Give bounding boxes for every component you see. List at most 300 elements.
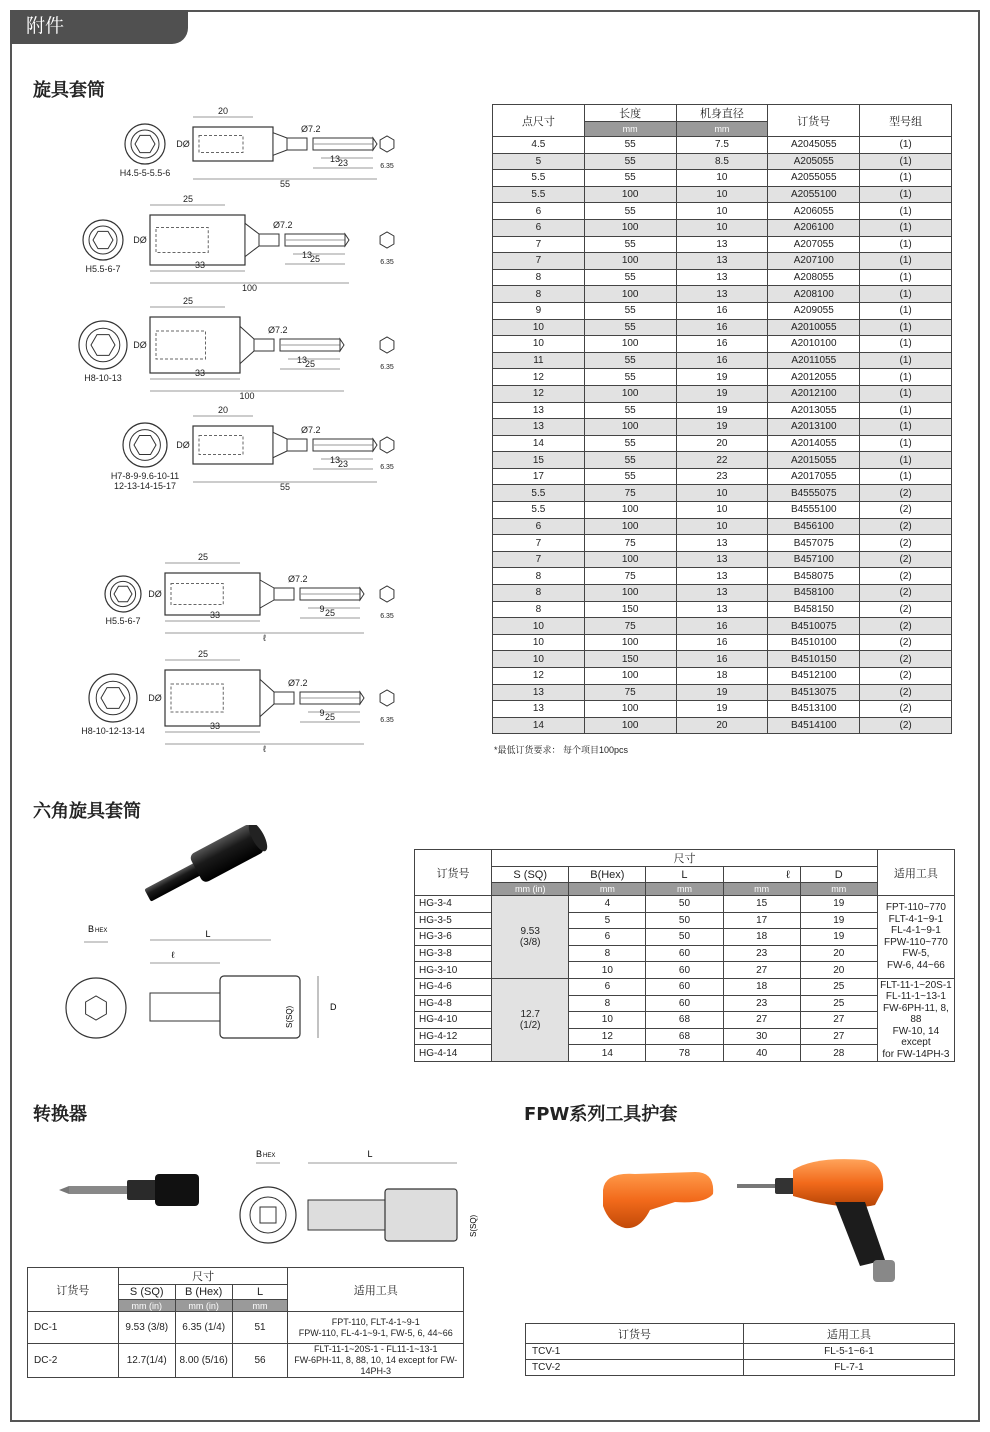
table-cell: A206100 xyxy=(768,219,860,236)
table-cell: 12 xyxy=(569,1028,646,1045)
socket-label: H5.5-6-7 xyxy=(105,616,141,626)
table-cell: 50 xyxy=(646,896,723,913)
sq-cell xyxy=(492,978,569,1061)
table-cell: 12 xyxy=(493,668,585,685)
dim-c-label: 33 xyxy=(194,368,206,378)
order-no-cell: HG-4-6 xyxy=(415,978,492,995)
table-row xyxy=(493,336,952,353)
diameter-label: DØ xyxy=(148,589,162,599)
table-cell: 100 xyxy=(584,336,676,353)
col-header-sq: S (SQ) xyxy=(492,867,569,883)
dim-total-label: 100 xyxy=(239,391,255,401)
tools-line: FW-5, xyxy=(902,948,930,960)
hex-cell: 6.35 (1/4) xyxy=(175,1312,232,1344)
tools-line: FPT-110~770 xyxy=(885,902,946,914)
table-row xyxy=(493,286,952,303)
hex-size-label: 6.35 xyxy=(380,163,394,170)
order-no-cell: HG-3-6 xyxy=(415,929,492,946)
table-cell: 10 xyxy=(493,618,585,635)
table-cell: 18 xyxy=(723,978,800,995)
dim-b-label: 25 xyxy=(324,608,336,618)
table-cell: 60 xyxy=(646,978,723,995)
socket-body xyxy=(150,317,240,373)
table-cell: B4510100 xyxy=(768,634,860,651)
order-no-cell: DC-1 xyxy=(28,1312,119,1344)
socket-hex-opening xyxy=(114,586,132,602)
l-label: L xyxy=(205,929,211,939)
table-cell: 75 xyxy=(584,618,676,635)
order-no-cell: HG-3-5 xyxy=(415,912,492,929)
table-row xyxy=(493,269,952,286)
hex-end-view xyxy=(380,232,394,248)
table-cell: 60 xyxy=(646,945,723,962)
table-cell: A207100 xyxy=(768,253,860,270)
table-cell: (1) xyxy=(860,336,952,353)
diameter-label: DØ xyxy=(176,139,190,149)
adapter-drawing xyxy=(230,1145,490,1245)
table-row xyxy=(493,170,952,187)
table-cell: B456100 xyxy=(768,518,860,535)
order-no-cell: HG-4-10 xyxy=(415,1012,492,1029)
table-cell: 20 xyxy=(800,945,877,962)
table-cell: 28 xyxy=(800,1045,877,1062)
table-cell: (1) xyxy=(860,468,952,485)
dim-top-label: 25 xyxy=(182,296,194,306)
table-cell: 7.5 xyxy=(676,137,768,154)
table-row xyxy=(493,302,952,319)
table-cell: B4510150 xyxy=(768,651,860,668)
table-cell: 19 xyxy=(676,369,768,386)
table-cell: A2014055 xyxy=(768,435,860,452)
tools-line: FL-4-1~9-1 xyxy=(891,925,941,937)
shank-front xyxy=(274,692,294,704)
tool-cover-table xyxy=(525,1323,955,1376)
table-cell: 27 xyxy=(723,962,800,979)
tools-line: for FW-14PH-3 xyxy=(882,1048,950,1060)
shank-front xyxy=(287,439,307,451)
col-header-l: L xyxy=(646,867,723,883)
order-no-cell: HG-4-8 xyxy=(415,995,492,1012)
table-cell: 5.5 xyxy=(493,485,585,502)
unit: mm (in) xyxy=(118,1300,175,1312)
shank-tip xyxy=(360,692,364,704)
col-header-tools: 适用工具 xyxy=(877,850,954,896)
l-label: L xyxy=(367,1149,373,1159)
table-row xyxy=(526,1344,955,1360)
table-cell: 55 xyxy=(584,170,676,187)
table-cell: 19 xyxy=(676,701,768,718)
dim-a-label: 9 xyxy=(319,708,325,718)
table-cell: (1) xyxy=(860,236,952,253)
dim-c-label: 33 xyxy=(209,610,221,620)
tools-line: FPW-110~770 xyxy=(884,936,948,948)
table-cell: 68 xyxy=(646,1012,723,1029)
table-cell: 6 xyxy=(569,929,646,946)
col-header-d: D xyxy=(800,867,877,883)
table-cell: 10 xyxy=(493,651,585,668)
table-cell: B458150 xyxy=(768,601,860,618)
table-row xyxy=(493,203,952,220)
table-cell: A2013100 xyxy=(768,419,860,436)
table-cell: 13 xyxy=(493,419,585,436)
hex-size-label: 6.35 xyxy=(380,613,394,620)
table-cell: 6 xyxy=(493,219,585,236)
table-cell: 68 xyxy=(646,1028,723,1045)
table-cell: 17 xyxy=(493,468,585,485)
table-cell: (1) xyxy=(860,302,952,319)
table-cell: 10 xyxy=(569,1012,646,1029)
table-cell: 8 xyxy=(569,945,646,962)
table-cell: 9 xyxy=(493,302,585,319)
hex-size-label: 6.35 xyxy=(380,259,394,266)
table-cell: A2055055 xyxy=(768,170,860,187)
adapter-end-view xyxy=(240,1187,296,1243)
unit: mm xyxy=(569,883,646,896)
dim-total-label: 55 xyxy=(279,179,291,189)
table-cell: B4512100 xyxy=(768,668,860,685)
sq-cell: 9.53 (3/8) xyxy=(118,1312,175,1344)
table-cell: 100 xyxy=(584,634,676,651)
tools-line: FW-6, 44~66 xyxy=(886,959,945,971)
table-cell: 60 xyxy=(646,962,723,979)
table-cell: B4510075 xyxy=(768,618,860,635)
tools-line: FLT-11-1~20S-1 xyxy=(880,979,952,991)
dim-total-label: ℓ xyxy=(263,744,266,754)
table-cell: 7 xyxy=(493,535,585,552)
table-cell: 100 xyxy=(584,286,676,303)
table-cell: B458075 xyxy=(768,568,860,585)
table-cell: 100 xyxy=(584,419,676,436)
sq-line: 12.7 xyxy=(520,1008,540,1020)
order-no-cell: TCV-2 xyxy=(526,1360,744,1376)
order-no-cell: HG-4-14 xyxy=(415,1045,492,1062)
socket-label: H8-10-12-13-14 xyxy=(81,726,145,736)
table-cell: (1) xyxy=(860,319,952,336)
table-row xyxy=(28,1312,464,1344)
d-label: D xyxy=(330,1002,337,1012)
table-cell: (2) xyxy=(860,651,952,668)
min-order-note: *最低订货要求： 每个项目100pcs xyxy=(494,745,629,755)
socket-label: H8-10-13 xyxy=(84,373,122,383)
dim-b-label: 25 xyxy=(304,359,316,369)
tools-cell xyxy=(288,1312,464,1344)
table-cell: (2) xyxy=(860,618,952,635)
diameter-label: DØ xyxy=(148,693,162,703)
table-row xyxy=(493,535,952,552)
diameter-label: DØ xyxy=(176,440,190,450)
table-cell: (2) xyxy=(860,485,952,502)
socket-body xyxy=(193,426,273,464)
table-cell: (2) xyxy=(860,601,952,618)
table-row xyxy=(493,137,952,154)
table-cell: 55 xyxy=(584,236,676,253)
section-title-bit-sockets: 旋具套筒 xyxy=(33,80,105,101)
adapter-table xyxy=(27,1267,464,1378)
table-cell: (2) xyxy=(860,585,952,602)
socket-neck xyxy=(245,223,259,256)
hex-socket-photo xyxy=(130,825,280,905)
table-cell: 13 xyxy=(676,253,768,270)
table-row xyxy=(493,684,952,701)
table-cell: 16 xyxy=(676,651,768,668)
table-row xyxy=(493,568,952,585)
table-cell: (2) xyxy=(860,551,952,568)
table-cell: A2011055 xyxy=(768,352,860,369)
table-cell: 6 xyxy=(493,203,585,220)
unit: mm xyxy=(232,1300,288,1312)
bit-socket-table xyxy=(492,104,952,734)
unit: mm xyxy=(646,883,723,896)
pulse-tool-photo xyxy=(735,1150,910,1295)
table-cell: (2) xyxy=(860,668,952,685)
unit: mm (in) xyxy=(175,1300,232,1312)
hex-size-label: 6.35 xyxy=(380,364,394,371)
table-cell: 13 xyxy=(676,585,768,602)
table-cell: 13 xyxy=(493,402,585,419)
table-cell: 10 xyxy=(676,485,768,502)
col-header-tools: 适用工具 xyxy=(288,1268,464,1312)
table-cell: (1) xyxy=(860,186,952,203)
table-cell: 55 xyxy=(584,203,676,220)
table-row xyxy=(526,1360,955,1376)
table-cell: 27 xyxy=(723,1012,800,1029)
table-cell: 19 xyxy=(800,896,877,913)
table-cell: A2010100 xyxy=(768,336,860,353)
table-cell: 100 xyxy=(584,219,676,236)
table-cell: A208055 xyxy=(768,269,860,286)
col-header-order-no: 订货号 xyxy=(28,1268,119,1312)
hex-bit-side xyxy=(150,993,220,1021)
table-cell: 6 xyxy=(493,518,585,535)
table-cell: (1) xyxy=(860,286,952,303)
table-cell: 19 xyxy=(676,402,768,419)
hex-end-view xyxy=(380,136,394,152)
table-cell: 5.5 xyxy=(493,502,585,519)
dim-c-label: 33 xyxy=(209,721,221,731)
table-cell: 10 xyxy=(676,502,768,519)
table-cell: 13 xyxy=(493,684,585,701)
table-cell: 15 xyxy=(493,452,585,469)
table-cell: 10 xyxy=(569,962,646,979)
table-cell: (1) xyxy=(860,170,952,187)
tools-line: FW-6PH-11, 8, 88 xyxy=(883,1002,949,1026)
table-cell: 100 xyxy=(584,585,676,602)
table-cell: 13 xyxy=(676,551,768,568)
table-cell: 5.5 xyxy=(493,170,585,187)
table-cell: 75 xyxy=(584,684,676,701)
table-cell: 23 xyxy=(723,945,800,962)
tools-cell: FL-5-1~6-1 xyxy=(744,1344,955,1360)
hex-socket-drawing xyxy=(38,920,338,1050)
table-cell: 55 xyxy=(584,302,676,319)
table-cell: (1) xyxy=(860,253,952,270)
adapter-hex-section xyxy=(308,1200,388,1230)
table-cell: 55 xyxy=(584,435,676,452)
socket-body xyxy=(193,127,273,161)
table-cell: 20 xyxy=(676,435,768,452)
hex-cell: 8.00 (5/16) xyxy=(175,1344,232,1378)
table-row xyxy=(493,485,952,502)
table-cell: 10 xyxy=(493,634,585,651)
table-cell: 22 xyxy=(676,452,768,469)
table-cell: 10 xyxy=(676,203,768,220)
sq-label: S(SQ) xyxy=(285,1005,294,1028)
table-cell: 16 xyxy=(676,319,768,336)
table-cell: 4.5 xyxy=(493,137,585,154)
col-header-hex: B(Hex) xyxy=(569,867,646,883)
shank-diameter-label: Ø7.2 xyxy=(288,574,308,584)
table-cell: (2) xyxy=(860,717,952,734)
shank-diameter-label: Ø7.2 xyxy=(301,124,321,134)
table-cell: 5.5 xyxy=(493,186,585,203)
dim-b-label: 23 xyxy=(337,158,349,168)
order-no-cell: DC-2 xyxy=(28,1344,119,1378)
table-cell: 13 xyxy=(676,535,768,552)
unit: mm xyxy=(723,883,800,896)
table-row xyxy=(493,352,952,369)
tools-line: FPW-110, FL-4-1~9-1, FW-5, 6, 44~66 xyxy=(298,1327,453,1338)
shank-diameter-label: Ø7.2 xyxy=(288,678,308,688)
table-cell: 55 xyxy=(584,402,676,419)
hex-end-view xyxy=(380,690,394,706)
sq-line: 9.53 xyxy=(520,925,540,937)
table-cell: A205055 xyxy=(768,153,860,170)
table-cell: 20 xyxy=(800,962,877,979)
table-cell: A2045055 xyxy=(768,137,860,154)
bit-socket-drawings xyxy=(75,100,415,760)
table-cell: 14 xyxy=(493,435,585,452)
table-cell: 23 xyxy=(676,468,768,485)
col-header-body-diameter: 机身直径 xyxy=(676,105,768,122)
tools-cell xyxy=(877,978,954,1061)
socket-neck xyxy=(260,679,274,716)
table-cell: 19 xyxy=(676,419,768,436)
socket-hex-opening xyxy=(91,335,115,356)
table-cell: 8 xyxy=(493,269,585,286)
table-cell: 19 xyxy=(800,912,877,929)
table-cell: (2) xyxy=(860,518,952,535)
table-cell: 18 xyxy=(676,668,768,685)
l-cell: 51 xyxy=(232,1312,288,1344)
table-row xyxy=(493,585,952,602)
table-cell: A2010055 xyxy=(768,319,860,336)
socket-neck xyxy=(273,432,287,457)
table-cell: 100 xyxy=(584,551,676,568)
dim-top-label: 25 xyxy=(197,552,209,562)
table-cell: 15 xyxy=(723,896,800,913)
socket-label: H5.5-6-7 xyxy=(85,264,121,274)
dim-top-label: 20 xyxy=(217,106,229,116)
table-cell: 13 xyxy=(493,701,585,718)
table-cell: 50 xyxy=(646,912,723,929)
table-cell: 50 xyxy=(646,929,723,946)
table-cell: 75 xyxy=(584,485,676,502)
shank-tip xyxy=(345,234,349,246)
sq-cell xyxy=(492,896,569,979)
dim-a-label: 13 xyxy=(329,154,341,164)
hex-size-label: 6.35 xyxy=(380,464,394,471)
tool-cover-photo xyxy=(595,1150,725,1240)
socket-label: H4.5-5-5.5-6 xyxy=(119,168,171,178)
table-cell: 40 xyxy=(723,1045,800,1062)
table-cell: 55 xyxy=(584,153,676,170)
socket-neck xyxy=(240,326,254,363)
table-row xyxy=(493,468,952,485)
section-title-adapter: 转换器 xyxy=(33,1104,87,1125)
table-cell: 100 xyxy=(584,701,676,718)
table-cell: 16 xyxy=(676,352,768,369)
col-header-hex: B (Hex) xyxy=(175,1285,232,1300)
table-row xyxy=(493,385,952,402)
bhex-sub-label: HEX xyxy=(95,928,108,934)
table-cell: 150 xyxy=(584,651,676,668)
socket-label-line2: 12-13-14-15-17 xyxy=(113,481,177,491)
tools-line: FPT-110, FLT-4-1~9-1 xyxy=(331,1316,420,1327)
table-cell: 60 xyxy=(646,995,723,1012)
col-header-sq: S (SQ) xyxy=(118,1285,175,1300)
table-row xyxy=(493,452,952,469)
table-cell: 8 xyxy=(493,601,585,618)
dim-b-label: 25 xyxy=(309,254,321,264)
table-cell: (1) xyxy=(860,153,952,170)
dim-total-label: ℓ xyxy=(263,633,266,643)
table-cell: 13 xyxy=(676,601,768,618)
table-row xyxy=(493,668,952,685)
table-cell: 19 xyxy=(676,385,768,402)
dim-top-label: 25 xyxy=(182,194,194,204)
shank-front xyxy=(287,138,307,150)
table-cell: A2015055 xyxy=(768,452,860,469)
table-cell: A209055 xyxy=(768,302,860,319)
dim-a-label: 13 xyxy=(296,355,308,365)
table-cell: (2) xyxy=(860,568,952,585)
table-cell: (1) xyxy=(860,269,952,286)
table-cell: 25 xyxy=(800,995,877,1012)
shank-diameter-label: Ø7.2 xyxy=(301,425,321,435)
table-cell: B4513075 xyxy=(768,684,860,701)
table-cell: 12 xyxy=(493,369,585,386)
shank-tip xyxy=(340,339,344,351)
socket-hex-opening xyxy=(93,231,113,248)
dim-top-label: 25 xyxy=(197,649,209,659)
col-header-length: 长度 xyxy=(584,105,676,122)
table-cell: B457075 xyxy=(768,535,860,552)
col-header-ell: ℓ xyxy=(723,867,800,883)
table-row xyxy=(493,551,952,568)
table-cell: (1) xyxy=(860,219,952,236)
table-cell: (1) xyxy=(860,203,952,220)
table-cell: (1) xyxy=(860,452,952,469)
table-cell: (1) xyxy=(860,369,952,386)
table-cell: 19 xyxy=(800,929,877,946)
table-cell: B4514100 xyxy=(768,717,860,734)
col-header-order-no: 订货号 xyxy=(526,1324,744,1344)
table-cell: A2017055 xyxy=(768,468,860,485)
table-cell: 11 xyxy=(493,352,585,369)
table-cell: A2012100 xyxy=(768,385,860,402)
table-cell: 8 xyxy=(493,585,585,602)
table-cell: 17 xyxy=(723,912,800,929)
ell-label: ℓ xyxy=(171,950,175,960)
table-cell: B457100 xyxy=(768,551,860,568)
table-cell: 8.5 xyxy=(676,153,768,170)
table-cell: (1) xyxy=(860,402,952,419)
table-cell: 10 xyxy=(676,518,768,535)
table-row xyxy=(493,153,952,170)
dim-b-label: 25 xyxy=(324,712,336,722)
col-header-l: L xyxy=(232,1285,288,1300)
table-cell: 13 xyxy=(676,286,768,303)
